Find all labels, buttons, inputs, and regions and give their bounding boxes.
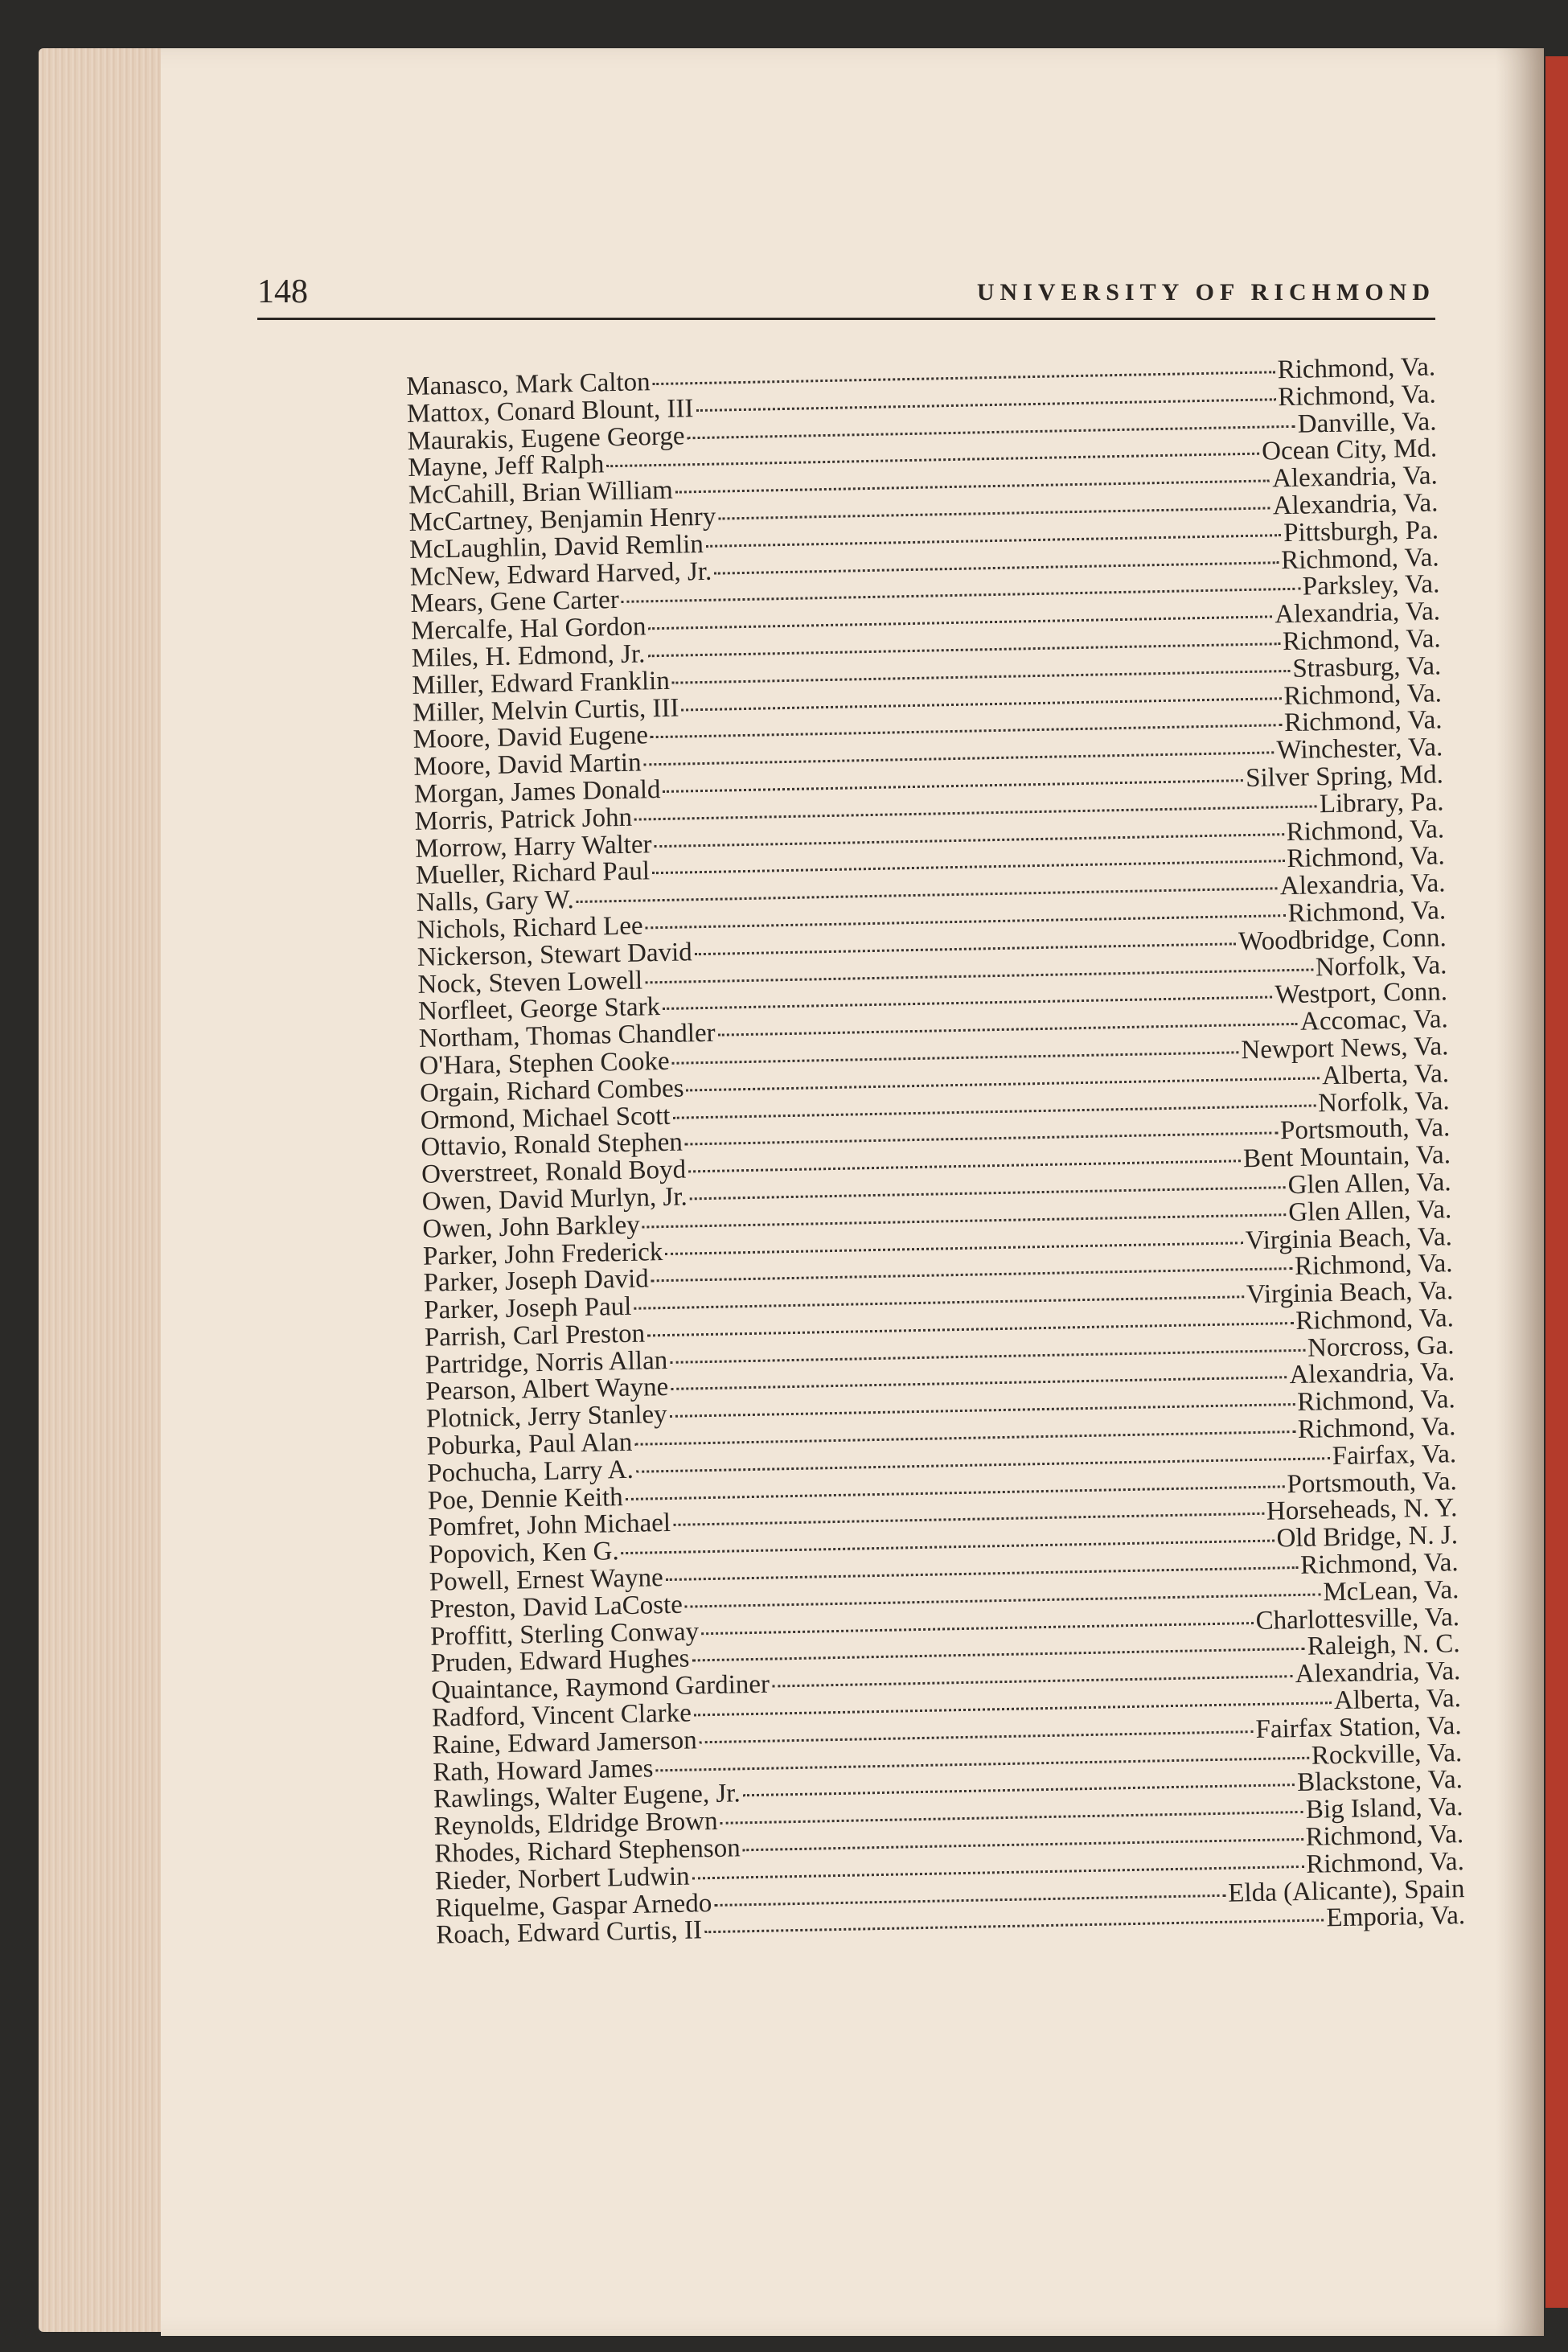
dot-leader — [634, 1295, 1244, 1310]
hometown: Woodbridge, Conn. — [1238, 923, 1447, 956]
dot-leader — [690, 1186, 1286, 1200]
hometown: Alberta, Va. — [1333, 1684, 1462, 1716]
student-name: Mercalfe, Hal Gordon — [410, 612, 646, 646]
student-name: Owen, David Murlyn, Jr. — [421, 1182, 688, 1217]
student-name: Nichols, Richard Lee — [416, 911, 643, 945]
hometown: Winchester, Va. — [1276, 733, 1443, 766]
student-name: Reynolds, Eldridge Brown — [433, 1807, 718, 1841]
hometown: Portsmouth, Va. — [1279, 1113, 1451, 1146]
spine-shadow — [1496, 48, 1544, 2336]
hometown: Richmond, Va. — [1287, 896, 1447, 929]
dot-leader — [672, 1051, 1239, 1065]
dot-leader — [644, 752, 1275, 766]
page-header — [257, 261, 1435, 320]
hometown: Accomac, Va. — [1299, 1004, 1448, 1036]
dot-leader — [666, 1566, 1298, 1581]
hometown: Charlottesville, Va. — [1255, 1602, 1460, 1636]
hometown: Glen Allen, Va. — [1288, 1194, 1452, 1227]
dot-leader — [692, 1648, 1304, 1662]
hometown: Norfolk, Va. — [1315, 950, 1447, 982]
dot-leader — [675, 480, 1270, 494]
student-name: Poe, Dennie Keith — [427, 1482, 624, 1516]
dot-leader — [720, 1811, 1303, 1825]
student-name: Overstreet, Ronald Boyd — [421, 1155, 687, 1189]
dot-leader — [652, 860, 1284, 874]
dot-leader — [634, 805, 1317, 820]
student-name: Ormond, Michael Scott — [420, 1101, 671, 1135]
dot-leader — [647, 642, 1280, 657]
student-name: Partridge, Norris Allan — [425, 1345, 668, 1380]
hometown: Ocean City, Md. — [1261, 433, 1438, 466]
student-name: Riquelme, Gaspar Arnedo — [435, 1888, 712, 1923]
dot-leader — [651, 724, 1282, 739]
dot-leader — [718, 1023, 1299, 1036]
hometown: Richmond, Va. — [1283, 678, 1443, 711]
student-name: Rhodes, Richard Stephenson — [433, 1833, 741, 1869]
hometown: Richmond, Va. — [1280, 542, 1439, 575]
page-number: 148 — [257, 273, 308, 310]
hometown: Emporia, Va. — [1326, 1901, 1466, 1933]
dot-leader — [695, 942, 1237, 955]
student-name: Rath, Howard James — [433, 1754, 654, 1788]
student-name: Rieder, Norbert Ludwin — [434, 1861, 690, 1896]
hometown: Strasburg, Va. — [1292, 651, 1442, 683]
student-name: Proffitt, Sterling Conway — [429, 1616, 700, 1652]
student-name: Mueller, Richard Paul — [415, 856, 651, 891]
hometown: Richmond, Va. — [1296, 1385, 1456, 1418]
dot-leader — [700, 1730, 1254, 1743]
student-name: Mayne, Jeff Ralph — [407, 449, 605, 483]
hometown: Alexandria, Va. — [1295, 1656, 1461, 1689]
student-name: McCartney, Benjamin Henry — [408, 502, 716, 537]
hometown: Alexandria, Va. — [1279, 868, 1446, 901]
hometown: Norfolk, Va. — [1317, 1086, 1450, 1118]
dot-leader — [655, 1756, 1309, 1771]
dot-leader — [670, 1348, 1305, 1363]
dot-leader — [634, 1430, 1295, 1446]
student-name: Parrish, Carl Preston — [424, 1319, 646, 1353]
student-name: Roach, Edward Curtis, II — [435, 1915, 703, 1951]
student-name: Morgan, James Donald — [413, 774, 661, 809]
student-name: Pearson, Albert Wayne — [425, 1373, 669, 1407]
dot-leader — [687, 1077, 1320, 1091]
hometown: Richmond, Va. — [1299, 1548, 1459, 1580]
student-directory-list — [406, 354, 1465, 1949]
student-name: Radford, Vincent Clarke — [431, 1698, 692, 1733]
hometown: Alexandria, Va. — [1289, 1357, 1455, 1390]
hometown: Bent Mountain, Va. — [1242, 1140, 1451, 1174]
student-name: Manasco, Mark Calton — [405, 367, 651, 401]
dot-leader — [743, 1784, 1295, 1797]
dot-leader — [706, 534, 1281, 548]
hometown: Danville, Va. — [1297, 407, 1437, 439]
student-name: Orgain, Richard Combes — [419, 1073, 684, 1108]
student-name: Northam, Thomas Chandler — [418, 1018, 716, 1053]
student-name: Pochucha, Larry A. — [426, 1455, 634, 1488]
student-name: Norfleet, George Stark — [417, 992, 661, 1027]
hometown: Richmond, Va. — [1294, 1249, 1453, 1282]
dot-leader — [692, 1866, 1304, 1880]
dot-leader — [714, 1894, 1225, 1906]
student-name: McNew, Edward Harved, Jr. — [409, 556, 712, 592]
dot-leader — [655, 833, 1284, 848]
dot-leader — [622, 588, 1300, 603]
student-name: Nock, Steven Lowell — [417, 966, 643, 999]
hometown: Silver Spring, Md. — [1245, 760, 1444, 793]
dot-leader — [685, 1593, 1321, 1607]
hometown: Virginia Beach, Va. — [1246, 1276, 1454, 1310]
dot-leader — [577, 887, 1278, 903]
student-name: Nickerson, Stewart David — [417, 938, 693, 972]
hometown: Fairfax, Va. — [1332, 1439, 1457, 1472]
hometown: Horseheads, N. Y. — [1266, 1493, 1458, 1527]
student-name: Preston, David LaCoste — [429, 1590, 683, 1624]
dot-leader — [772, 1675, 1293, 1687]
dot-leader — [696, 398, 1275, 412]
student-name: Miller, Edward Franklin — [412, 666, 671, 700]
student-name: Mattox, Conard Blount, III — [406, 393, 694, 429]
dot-leader — [665, 1242, 1243, 1255]
student-name: Pomfret, John Michael — [428, 1508, 671, 1543]
dot-leader — [626, 1485, 1285, 1500]
hometown: Alberta, Va. — [1321, 1058, 1450, 1091]
dot-leader — [718, 507, 1270, 519]
dot-leader — [642, 1213, 1287, 1228]
hometown: Blackstone, Va. — [1296, 1765, 1463, 1798]
dot-leader — [704, 1919, 1324, 1934]
running-head: UNIVERSITY OF RICHMOND — [976, 279, 1435, 306]
hometown: Richmond, Va. — [1305, 1846, 1465, 1879]
student-name: Nalls, Gary W. — [416, 885, 575, 918]
student-name: Miller, Melvin Curtis, III — [412, 693, 679, 728]
hometown: Fairfax Station, Va. — [1255, 1710, 1462, 1744]
hometown: Alexandria, Va. — [1272, 488, 1439, 521]
dot-leader — [685, 1132, 1278, 1146]
dot-leader — [701, 1622, 1254, 1635]
hometown: Richmond, Va. — [1277, 352, 1436, 385]
student-name: Plotnick, Jerry Stanley — [425, 1400, 667, 1435]
opposite-page-edge — [1545, 56, 1568, 2308]
dot-leader — [606, 453, 1259, 468]
dot-leader — [636, 1457, 1330, 1473]
student-name: McLaughlin, David Remlin — [408, 529, 704, 564]
student-name: Moore, David Eugene — [413, 720, 649, 755]
dot-leader — [653, 371, 1275, 385]
student-name: Raine, Edward Jamerson — [432, 1726, 698, 1760]
dot-leader — [681, 697, 1281, 711]
hometown: McLean, Va. — [1323, 1575, 1459, 1607]
hometown: Richmond, Va. — [1305, 1820, 1464, 1852]
hometown: Portsmouth, Va. — [1287, 1466, 1458, 1499]
dot-leader — [670, 1403, 1295, 1418]
hometown: Richmond, Va. — [1297, 1412, 1456, 1445]
hometown: Elda (Alicante), Spain — [1227, 1874, 1465, 1908]
hometown: Pittsburgh, Pa. — [1283, 515, 1439, 548]
dot-leader — [645, 968, 1313, 983]
hometown: Richmond, Va. — [1277, 380, 1437, 412]
dot-leader — [743, 1838, 1303, 1851]
dot-leader — [663, 779, 1243, 793]
hometown: Rockville, Va. — [1311, 1738, 1463, 1771]
student-name: Mears, Gene Carter — [410, 585, 620, 619]
dot-leader — [714, 561, 1279, 574]
student-name: Parker, Joseph Paul — [424, 1291, 632, 1325]
student-name: Powell, Ernest Wayne — [429, 1563, 664, 1597]
hometown: Richmond, Va. — [1282, 624, 1441, 657]
student-name: Miles, H. Edmond, Jr. — [411, 639, 646, 673]
student-name: Poburka, Paul Alan — [426, 1427, 633, 1461]
student-name: O'Hara, Stephen Cooke — [419, 1046, 670, 1081]
hometown: Alexandria, Va. — [1275, 597, 1441, 630]
dot-leader — [672, 670, 1291, 684]
hometown: Virginia Beach, Va. — [1245, 1221, 1453, 1255]
hometown: Raleigh, N. C. — [1307, 1629, 1460, 1662]
dot-leader — [651, 1267, 1292, 1282]
hometown: Richmond, Va. — [1283, 705, 1443, 738]
hometown: Alexandria, Va. — [1271, 461, 1439, 494]
hometown: Newport News, Va. — [1241, 1032, 1449, 1065]
student-name: Moore, David Martin — [413, 748, 642, 782]
dot-leader — [672, 1104, 1316, 1119]
student-name: Parker, John Frederick — [422, 1237, 663, 1271]
student-name: Morrow, Harry Walter — [414, 829, 652, 864]
hometown: Richmond, Va. — [1295, 1303, 1455, 1336]
student-name: Quaintance, Raymond Gardiner — [431, 1669, 770, 1706]
dot-leader — [694, 1701, 1332, 1716]
dot-leader — [646, 914, 1286, 929]
dot-leader — [687, 425, 1295, 439]
dot-leader — [688, 1160, 1241, 1172]
student-name: Popovich, Ken G. — [428, 1537, 619, 1570]
student-name: Rawlings, Walter Eugene, Jr. — [433, 1779, 741, 1815]
dot-leader — [622, 1540, 1275, 1555]
dot-leader — [648, 616, 1272, 630]
hometown: Big Island, Va. — [1305, 1792, 1463, 1825]
student-name: Maurakis, Eugene George — [407, 421, 685, 456]
student-name: Morris, Patrick John — [414, 802, 633, 836]
student-name: Ottavio, Ronald Stephen — [421, 1127, 683, 1163]
hometown: Richmond, Va. — [1286, 841, 1446, 874]
dot-leader — [671, 1377, 1287, 1391]
hometown: Glen Allen, Va. — [1287, 1168, 1451, 1201]
dot-leader — [663, 996, 1272, 1011]
dot-leader — [673, 1513, 1264, 1526]
hometown: Westport, Conn. — [1275, 977, 1448, 1010]
hometown: Richmond, Va. — [1286, 814, 1445, 847]
hometown: Old Bridge, N. J. — [1276, 1521, 1459, 1554]
hometown: Library, Pa. — [1319, 787, 1444, 819]
hometown: Parksley, Va. — [1302, 569, 1440, 602]
student-name: McCahill, Brian William — [408, 475, 674, 511]
student-name: Owen, John Barkley — [422, 1210, 641, 1244]
dot-leader — [647, 1322, 1293, 1336]
student-name: Parker, Joseph David — [423, 1264, 650, 1299]
hometown: Norcross, Ga. — [1307, 1330, 1455, 1363]
student-name: Pruden, Edward Hughes — [430, 1644, 690, 1679]
